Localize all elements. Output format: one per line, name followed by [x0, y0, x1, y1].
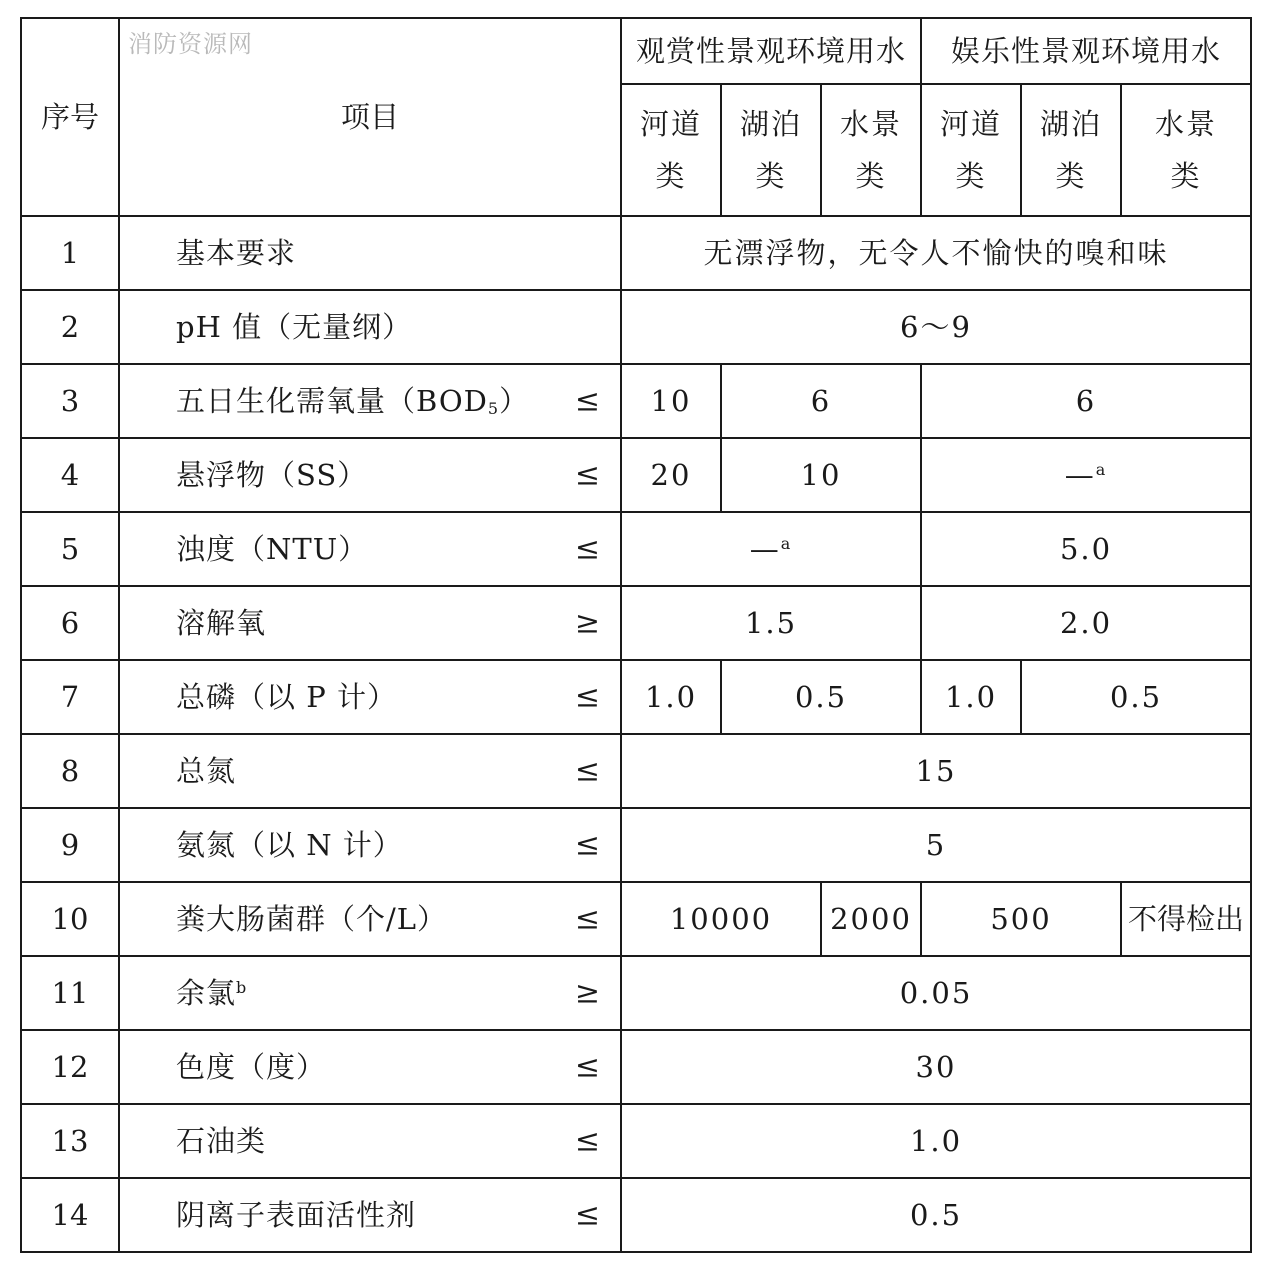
row-index: 12: [21, 1030, 119, 1104]
le-sign: ≤: [574, 827, 600, 863]
value-cell: 不得检出: [1121, 882, 1251, 956]
row-item: 总氮 ≤: [119, 734, 621, 808]
le-sign: ≤: [574, 1123, 600, 1159]
header-sub-river-1: 河道 类: [621, 84, 721, 216]
value-cell: —$^a$: [921, 438, 1251, 512]
row-item: 氨氮（以 N 计） ≤: [119, 808, 621, 882]
row-index: 8: [21, 734, 119, 808]
table-row: [21, 882, 1251, 956]
value-cell: 6～9: [621, 290, 1251, 364]
table-row: [21, 1104, 1251, 1178]
value-cell: 5.0: [921, 512, 1251, 586]
row-index: 3: [21, 364, 119, 438]
row-item: 色度（度） ≤: [119, 1030, 621, 1104]
value-cell: 6: [921, 364, 1251, 438]
row-index: 2: [21, 290, 119, 364]
le-sign: ≤: [574, 1197, 600, 1233]
row-index: 6: [21, 586, 119, 660]
footnote-b: b: [236, 977, 248, 997]
le-sign: ≤: [574, 1049, 600, 1085]
value-cell: 10: [721, 438, 921, 512]
header-sub-lake-2: 湖泊 类: [1021, 84, 1121, 216]
table-row: [21, 808, 1251, 882]
table-row: [21, 956, 1251, 1030]
ge-sign: ≥: [574, 605, 600, 641]
le-sign: ≤: [574, 383, 600, 419]
table-row: [21, 1030, 1251, 1104]
table-row: [21, 660, 1251, 734]
value-cell: 2.0: [921, 586, 1251, 660]
row-index: 5: [21, 512, 119, 586]
value-cell: 1.5: [621, 586, 921, 660]
header-sub-scene-1: 水景 类: [821, 84, 921, 216]
row-index: 7: [21, 660, 119, 734]
header-item-cell: [119, 18, 621, 216]
table-row: [21, 586, 1251, 660]
value-cell: 1.0: [621, 1104, 1251, 1178]
value-cell: 1.0: [621, 660, 721, 734]
value-cell: 2000: [821, 882, 921, 956]
le-sign: ≤: [574, 753, 600, 789]
value-cell: —$^a$: [621, 512, 921, 586]
row-item: 悬浮物（SS） ≤: [119, 438, 621, 512]
row-index: 11: [21, 956, 119, 1030]
value-cell: 30: [621, 1030, 1251, 1104]
row-item: 阴离子表面活性剂 ≤: [119, 1178, 621, 1252]
value-cell: 6: [721, 364, 921, 438]
value-cell: 10: [621, 364, 721, 438]
value-cell: 0.5: [621, 1178, 1251, 1252]
le-sign: ≤: [574, 901, 600, 937]
table-row: [21, 364, 1251, 438]
value-cell: 0.05: [621, 956, 1251, 1030]
row-index: 9: [21, 808, 119, 882]
header-group-recreational: 娱乐性景观环境用水: [921, 18, 1251, 84]
value-cell: 10000: [621, 882, 821, 956]
row-item: 总磷（以 P 计） ≤: [119, 660, 621, 734]
value-cell: 5: [621, 808, 1251, 882]
row-index: 4: [21, 438, 119, 512]
le-sign: ≤: [574, 531, 600, 567]
row-index: 10: [21, 882, 119, 956]
le-sign: ≤: [574, 679, 600, 715]
row-index: 13: [21, 1104, 119, 1178]
table-row: [21, 1178, 1251, 1252]
row-item: 五日生化需氧量$(BOD_5)$ ≤: [119, 364, 621, 438]
row-item: 基本要求: [119, 216, 621, 290]
table-row: [21, 512, 1251, 586]
watermark: 消防资源网: [128, 30, 253, 58]
table-row: [21, 734, 1251, 808]
header-sub-lake-1: 湖泊 类: [721, 84, 821, 216]
row-item: 粪大肠菌群（个/L） ≤: [119, 882, 621, 956]
table-row: [21, 438, 1251, 512]
header-seq: 序号: [21, 18, 119, 216]
row-item: 余氯$^b$ ≥: [119, 956, 621, 1030]
ge-sign: ≥: [574, 975, 600, 1011]
value-cell: 1.0: [921, 660, 1021, 734]
water-quality-table: [20, 17, 1252, 1253]
value-cell: 无漂浮物，无令人不愉快的嗅和味: [621, 216, 1251, 290]
row-item: pH 值（无量纲）: [119, 290, 621, 364]
value-cell: 500: [921, 882, 1121, 956]
row-item: 石油类 ≤: [119, 1104, 621, 1178]
value-cell: 0.5: [1021, 660, 1251, 734]
footnote-a: a: [1095, 459, 1108, 479]
value-cell: 20: [621, 438, 721, 512]
row-item: 溶解氧 ≥: [119, 586, 621, 660]
row-item: 浊度（NTU） ≤: [119, 512, 621, 586]
header-item: 项目: [340, 99, 399, 134]
footnote-a: a: [780, 533, 793, 553]
value-cell: 0.5: [721, 660, 921, 734]
header-row-top: [21, 18, 1251, 84]
row-index: 1: [21, 216, 119, 290]
value-cell: 15: [621, 734, 1251, 808]
table-row: [21, 216, 1251, 290]
row-index: 14: [21, 1178, 119, 1252]
header-sub-scene-2: 水景 类: [1121, 84, 1251, 216]
le-sign: ≤: [574, 457, 600, 493]
header-sub-river-2: 河道 类: [921, 84, 1021, 216]
table-row: [21, 290, 1251, 364]
header-group-ornamental: 观赏性景观环境用水: [621, 18, 921, 84]
